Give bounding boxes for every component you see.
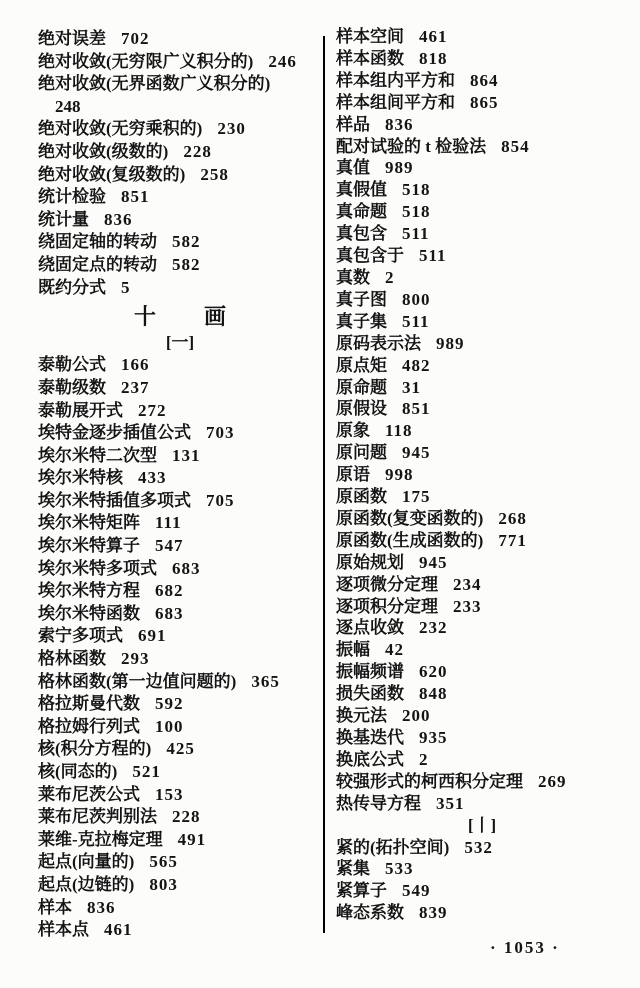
- index-entry: [336, 880, 628, 902]
- index-entry: [38, 693, 322, 716]
- entry-page: 549: [402, 881, 431, 901]
- entry-page: 268: [498, 508, 527, 528]
- entry-page: 989: [385, 158, 414, 178]
- entry-term: 振幅: [336, 640, 370, 660]
- entry-page: 803: [149, 874, 178, 894]
- entry-term: 绝对收敛(复级数的): [38, 164, 186, 184]
- entry-term: 振幅频谱: [336, 662, 404, 682]
- entry-page: 232: [419, 618, 448, 638]
- entry-page: 258: [200, 164, 229, 184]
- entry-page: 683: [172, 558, 201, 578]
- entry-term: 紧的(拓扑空间): [336, 837, 450, 857]
- column-divider: [323, 36, 325, 933]
- entry-page: 565: [149, 852, 178, 872]
- entry-term: 峰态系数: [336, 903, 404, 923]
- entry-term: 格拉斯曼代数: [38, 694, 140, 714]
- index-entry: [38, 118, 322, 141]
- entry-term: 原假设: [336, 399, 387, 419]
- entry-page: 365: [251, 671, 280, 691]
- entry-page: 592: [155, 694, 184, 714]
- entry-page: 175: [402, 487, 431, 507]
- index-entry: [336, 201, 628, 223]
- index-entry: [38, 874, 322, 897]
- index-entry: [336, 114, 628, 136]
- entry-page: 836: [385, 114, 414, 134]
- index-entry: [336, 858, 628, 880]
- index-entry: [336, 398, 628, 420]
- entry-term: 埃尔米特核: [38, 468, 123, 488]
- index-entry: [336, 530, 628, 552]
- entry-term: 埃尔米特矩阵: [38, 513, 140, 533]
- entry-term: 换基迭代: [336, 728, 404, 747]
- index-entry: [336, 245, 628, 267]
- index-column-right: [336, 26, 628, 924]
- entry-page: 521: [132, 762, 161, 781]
- entry-page: 237: [121, 377, 150, 397]
- entry-term: 原函数(生成函数的): [336, 530, 484, 550]
- entry-term: 绝对收敛(无穷限广义积分的): [38, 51, 254, 71]
- index-entry: [336, 70, 628, 92]
- index-entry: [336, 508, 628, 530]
- entry-page: 461: [104, 920, 133, 940]
- entry-term: 泰勒展开式: [38, 400, 123, 420]
- entry-page: 691: [138, 626, 167, 646]
- index-entry: [336, 552, 628, 574]
- index-entry: [38, 558, 322, 581]
- entry-term: 逐项微分定理: [336, 574, 438, 594]
- index-entry: [336, 92, 628, 114]
- index-entry: [336, 157, 628, 179]
- index-column-left: [38, 28, 322, 942]
- entry-term: 原语: [336, 465, 370, 485]
- entry-term: 绕固定点的转动: [38, 254, 157, 274]
- entry-term: 起点(边链的): [38, 874, 135, 894]
- index-entry: [38, 851, 322, 874]
- entry-page: 200: [402, 706, 431, 726]
- index-entry: [38, 186, 322, 209]
- entry-page: 682: [155, 581, 184, 601]
- entry-page: 851: [121, 187, 150, 207]
- index-entry: [38, 784, 322, 807]
- entry-term: 样本组间平方和: [336, 92, 455, 112]
- entry-term: 样本组内平方和: [336, 70, 455, 90]
- index-entry: [336, 223, 628, 245]
- entry-term: 损失函数: [336, 684, 404, 704]
- entry-page: 582: [172, 232, 201, 252]
- entry-term: 埃尔米特方程: [38, 581, 140, 601]
- entry-term: 真命题: [336, 202, 387, 222]
- entry-page: 228: [172, 807, 201, 827]
- entry-page: 839: [419, 903, 448, 923]
- entry-term: 样本: [38, 897, 72, 917]
- index-entry: [38, 738, 322, 761]
- index-entry: [38, 897, 322, 920]
- entry-term: 逐点收敛: [336, 618, 404, 638]
- index-entry: [336, 705, 628, 727]
- index-entry: [38, 73, 322, 96]
- index-entry: [38, 277, 322, 300]
- entry-term: 原象: [336, 421, 370, 441]
- entry-wrap-page: [38, 96, 322, 119]
- index-entry: [336, 771, 628, 793]
- entry-term: 格林函数: [38, 649, 106, 669]
- entry-term: 热传导方程: [336, 793, 421, 813]
- entry-term: 莱布尼茨判别法: [38, 807, 157, 827]
- entry-term: 埃尔米特二次型: [38, 445, 157, 465]
- index-entry: [38, 254, 322, 277]
- entry-term: 泰勒公式: [38, 355, 106, 375]
- entry-term: 既约分式: [38, 277, 106, 297]
- entry-term: 样本点: [38, 920, 89, 940]
- entry-term: 泰勒级数: [38, 377, 106, 397]
- entry-page: 5: [121, 277, 131, 297]
- index-entry: [336, 442, 628, 464]
- index-entry: [38, 490, 322, 513]
- entry-term: 埃尔米特插值多项式: [38, 490, 191, 510]
- entry-term: 埃尔米特多项式: [38, 558, 157, 578]
- entry-term: 真包含: [336, 224, 387, 244]
- index-entry: [38, 164, 322, 187]
- index-entry: [38, 231, 322, 254]
- index-entry: [336, 617, 628, 639]
- index-entry: [38, 829, 322, 852]
- index-entry: [336, 311, 628, 333]
- entry-term: 原点矩: [336, 355, 387, 375]
- entry-term: 配对试验的 t 检验法: [336, 136, 487, 156]
- entry-page: 865: [470, 92, 499, 112]
- index-entry: [336, 749, 628, 771]
- index-entry: [38, 51, 322, 74]
- index-entry: [336, 464, 628, 486]
- section-header-char: 十: [133, 304, 156, 330]
- entry-page: 800: [402, 289, 431, 309]
- index-entry: [38, 603, 322, 626]
- entry-page: 131: [172, 445, 201, 465]
- index-entry: [336, 355, 628, 377]
- entry-page: 854: [501, 136, 530, 156]
- entry-term: 原函数(复变函数的): [336, 508, 484, 528]
- index-entry: [38, 761, 322, 784]
- entry-term: 莱布尼茨公式: [38, 784, 140, 804]
- index-entry: [336, 793, 628, 815]
- index-entry: [336, 289, 628, 311]
- entry-page: 351: [436, 793, 465, 813]
- index-entry: [38, 377, 322, 400]
- index-entry: [336, 136, 628, 158]
- index-entry: [336, 727, 628, 749]
- index-entry: [38, 354, 322, 377]
- entry-term: 埃特金逐步插值公式: [38, 423, 191, 443]
- entry-term: 真子集: [336, 311, 387, 331]
- entry-page: 511: [402, 311, 430, 331]
- index-entry: [336, 486, 628, 508]
- entry-page: 851: [402, 399, 431, 419]
- index-entry: [38, 445, 322, 468]
- entry-term: 统计量: [38, 209, 89, 229]
- entry-term: 真包含于: [336, 246, 404, 266]
- entry-term: 原函数: [336, 487, 387, 507]
- index-entry: [336, 48, 628, 70]
- index-entry: [38, 671, 322, 694]
- entry-page: 118: [385, 421, 413, 441]
- entry-page: 818: [419, 48, 448, 68]
- index-entry: [38, 422, 322, 445]
- entry-term: 紧算子: [336, 881, 387, 901]
- entry-term: 绝对误差: [38, 29, 106, 48]
- entry-page: 433: [138, 468, 167, 488]
- entry-term: 原码表示法: [336, 333, 421, 353]
- index-entry: [38, 919, 322, 942]
- entry-page: 836: [87, 897, 116, 917]
- entry-term: 核(同态的): [38, 762, 118, 781]
- entry-page: 425: [166, 739, 195, 759]
- index-entry: [336, 683, 628, 705]
- index-entry: [38, 209, 322, 232]
- entry-page: 532: [464, 837, 493, 857]
- index-entry: [38, 28, 322, 51]
- entry-page: 703: [206, 423, 235, 443]
- entry-page: 31: [402, 377, 421, 397]
- entry-term: 核(积分方程的): [38, 739, 152, 759]
- entry-page: 269: [538, 771, 567, 791]
- index-entry: [336, 26, 628, 48]
- entry-page: 166: [121, 355, 150, 375]
- index-entry: [38, 716, 322, 739]
- entry-page: 42: [385, 640, 404, 660]
- entry-term: 真子图: [336, 289, 387, 309]
- entry-page: 771: [498, 530, 527, 550]
- entry-page: 293: [121, 649, 150, 669]
- entry-page: 518: [402, 202, 431, 222]
- entry-term: 样品: [336, 114, 370, 134]
- entry-term: 绕固定轴的转动: [38, 232, 157, 252]
- subsection-header: [一]: [165, 332, 195, 352]
- section-header-char: 画: [204, 304, 227, 330]
- entry-term: 换底公式: [336, 749, 404, 769]
- entry-term: 样本空间: [336, 27, 404, 46]
- index-entry: [336, 377, 628, 399]
- index-entry: [336, 574, 628, 596]
- entry-term: 逐项积分定理: [336, 596, 438, 616]
- entry-page: 848: [419, 684, 448, 704]
- entry-page: 461: [419, 27, 448, 46]
- entry-page: 233: [453, 596, 482, 616]
- index-entry: [38, 648, 322, 671]
- index-entry: [336, 420, 628, 442]
- index-entry: [38, 535, 322, 558]
- entry-term: 索宁多项式: [38, 626, 123, 646]
- entry-page: 228: [183, 141, 212, 161]
- entry-term: 原始规划: [336, 552, 404, 572]
- entry-page: 582: [172, 254, 201, 274]
- index-entry: [38, 400, 322, 423]
- entry-term: 紧集: [336, 859, 370, 879]
- entry-term: 样本函数: [336, 48, 404, 68]
- entry-term: 格拉姆行列式: [38, 716, 140, 736]
- index-entry: [336, 639, 628, 661]
- entry-page: 945: [402, 443, 431, 463]
- entry-page: 2: [419, 749, 429, 769]
- entry-page: 683: [155, 603, 184, 623]
- entry-term: 埃尔米特函数: [38, 603, 140, 623]
- entry-term: 起点(向量的): [38, 852, 135, 872]
- entry-page: 234: [453, 574, 482, 594]
- index-entry: [38, 806, 322, 829]
- entry-term: 真数: [336, 267, 370, 287]
- entry-page: 272: [138, 400, 167, 420]
- entry-page: 230: [217, 119, 246, 139]
- entry-term: 真值: [336, 158, 370, 178]
- entry-term: 格林函数(第一边值问题的): [38, 671, 237, 691]
- index-entry: [38, 580, 322, 603]
- entry-page: 248: [55, 96, 81, 116]
- index-entry: [336, 661, 628, 683]
- index-entry: [336, 596, 628, 618]
- entry-page: 511: [419, 246, 447, 266]
- entry-term: 原问题: [336, 443, 387, 463]
- index-entry: [336, 902, 628, 924]
- entry-term: 真假值: [336, 180, 387, 200]
- entry-page: 989: [436, 333, 465, 353]
- entry-term: 绝对收敛(无界函数广义积分的): [38, 74, 271, 94]
- index-entry: [336, 267, 628, 289]
- entry-page: 511: [402, 224, 430, 244]
- entry-term: 绝对收敛(级数的): [38, 141, 169, 161]
- index-entry: [38, 625, 322, 648]
- entry-page: 533: [385, 859, 414, 879]
- entry-term: 埃尔米特算子: [38, 536, 140, 556]
- entry-page: 547: [155, 536, 184, 556]
- entry-page: 491: [177, 829, 207, 849]
- entry-page: 518: [402, 180, 431, 200]
- index-entry: [336, 837, 628, 859]
- entry-page: 945: [419, 552, 448, 572]
- entry-page: 482: [402, 355, 431, 375]
- index-entry: [336, 333, 628, 355]
- entry-term: 莱维-克拉梅定理: [38, 829, 163, 849]
- index-entry: [38, 512, 322, 535]
- entry-page: 935: [419, 728, 448, 747]
- entry-page: 111: [155, 513, 182, 533]
- subsection-header: [丨]: [467, 815, 497, 835]
- entry-term: 原命题: [336, 377, 387, 397]
- entry-page: 836: [104, 209, 133, 229]
- entry-page: 702: [121, 29, 150, 48]
- index-entry: [38, 141, 322, 164]
- entry-page: 153: [155, 784, 184, 804]
- entry-page: 2: [385, 267, 395, 287]
- entry-page: 620: [419, 662, 448, 682]
- entry-page: 246: [268, 51, 297, 71]
- entry-term: 换元法: [336, 706, 387, 726]
- entry-page: 864: [470, 70, 499, 90]
- section-header: [38, 306, 322, 329]
- entry-term: 较强形式的柯西积分定理: [336, 771, 523, 791]
- entry-page: 705: [206, 490, 235, 510]
- entry-term: 绝对收敛(无穷乘积的): [38, 119, 203, 139]
- index-entry: [38, 467, 322, 490]
- entry-page: 998: [385, 465, 414, 485]
- entry-page: 100: [155, 716, 184, 736]
- index-entry: [336, 179, 628, 201]
- page-number: · 1053 ·: [490, 938, 560, 957]
- entry-term: 统计检验: [38, 187, 106, 207]
